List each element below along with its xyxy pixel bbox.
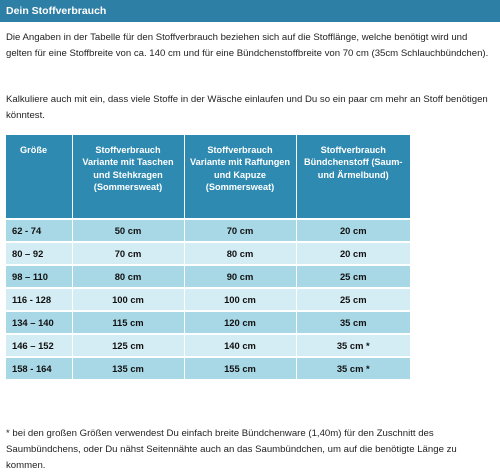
table-row	[6, 311, 410, 334]
table-row	[6, 242, 410, 265]
intro-paragraph-2: Kalkuliere auch mit ein, dass viele Stoffe in der Wäsche einlaufen und Du so ein paar cm mehr an Stoff benötigen könntest.	[6, 94, 488, 121]
table-row	[6, 219, 410, 242]
ribbing-cell: 35 cm *	[296, 334, 410, 357]
size-cell: 158 - 164	[6, 357, 72, 380]
variant-hood-cell: 140 cm	[184, 334, 296, 357]
size-cell: 62 - 74	[6, 219, 72, 242]
variant-pockets-cell: 100 cm	[72, 288, 184, 311]
section-title: Dein Stoffverbrauch	[6, 5, 107, 17]
variant-pockets-cell: 135 cm	[72, 357, 184, 380]
variant-hood-cell: 90 cm	[184, 265, 296, 288]
footnote: * bei den großen Größen verwendest Du einfach breite Bündchenware (1,40m) für den Zuschnitt des Saumbündchens, oder Du nähst Seitennähte auch an das Saumbündchen, um auf die benötigte Länge zu kommen.	[6, 428, 457, 471]
table-row	[6, 334, 410, 357]
size-cell: 98 – 110	[6, 265, 72, 288]
ribbing-cell: 20 cm	[296, 242, 410, 265]
table-row	[6, 357, 410, 380]
variant-hood-cell: 120 cm	[184, 311, 296, 334]
column-header-size: Größe	[6, 135, 72, 219]
ribbing-cell: 35 cm *	[296, 357, 410, 380]
column-header-variant-hood: Stoffverbrauch Variante mit Raffungen und Kapuze (Sommersweat)	[184, 135, 296, 219]
size-cell: 80 – 92	[6, 242, 72, 265]
variant-hood-cell: 70 cm	[184, 219, 296, 242]
column-header-variant-pockets: Stoffverbrauch Variante mit Taschen und Stehkragen (Sommersweat)	[72, 135, 184, 219]
variant-hood-cell: 155 cm	[184, 357, 296, 380]
variant-pockets-cell: 70 cm	[72, 242, 184, 265]
variant-pockets-cell: 80 cm	[72, 265, 184, 288]
variant-pockets-cell: 50 cm	[72, 219, 184, 242]
table-row	[6, 288, 410, 311]
variant-pockets-cell: 125 cm	[72, 334, 184, 357]
ribbing-cell: 20 cm	[296, 219, 410, 242]
variant-hood-cell: 80 cm	[184, 242, 296, 265]
fabric-consumption-table	[6, 135, 410, 381]
ribbing-cell: 25 cm	[296, 288, 410, 311]
variant-pockets-cell: 115 cm	[72, 311, 184, 334]
column-header-ribbing: Stoffverbrauch Bündchenstoff (Saum- und Ärmelbund)	[296, 135, 410, 219]
size-cell: 134 – 140	[6, 311, 72, 334]
intro-paragraph-1: Die Angaben in der Tabelle für den Stoffverbrauch beziehen sich auf die Stofflänge, welche benötigt wird und gelten für eine Stoffbreite von ca. 140 cm und für eine Bündchenstoffbreite von 70 cm (35cm Schlauchbündchen).	[6, 32, 489, 59]
table-header-row	[6, 135, 410, 219]
variant-hood-cell: 100 cm	[184, 288, 296, 311]
size-cell: 116 - 128	[6, 288, 72, 311]
ribbing-cell: 25 cm	[296, 265, 410, 288]
ribbing-cell: 35 cm	[296, 311, 410, 334]
section-title-bar	[0, 0, 500, 22]
size-cell: 146 – 152	[6, 334, 72, 357]
table-row	[6, 265, 410, 288]
